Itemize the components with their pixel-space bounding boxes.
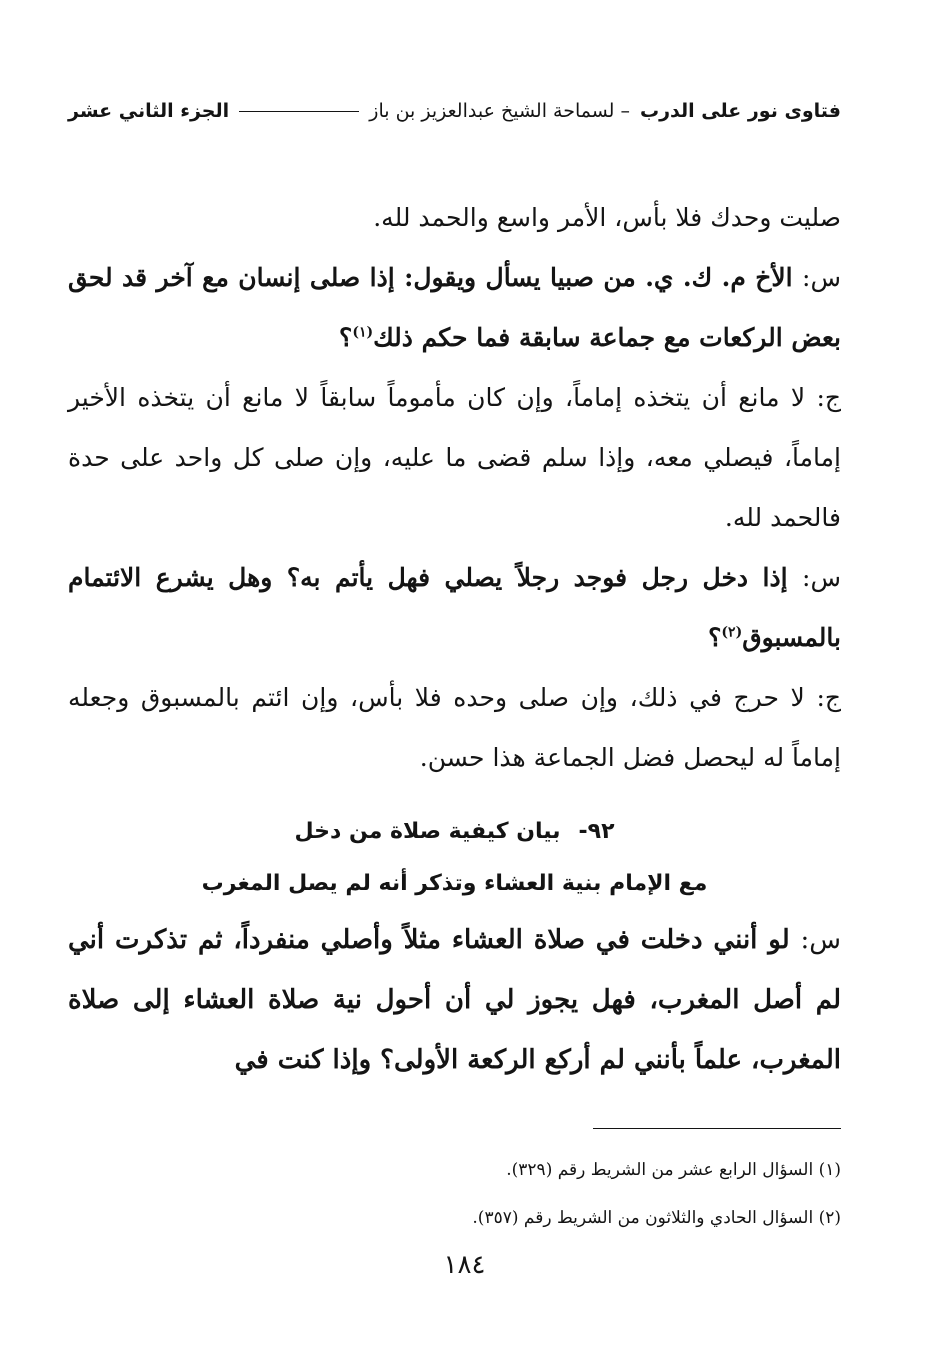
footnote-separator [593,1128,841,1129]
page-body [68,188,841,1090]
page-number: ١٨٤ [443,1250,486,1280]
question-3 [68,910,841,1090]
answer-label: ج: [816,683,841,712]
footnote-1: (١) السؤال الرابع عشر من الشريط رقم (٣٢٩). [506,1160,841,1180]
answer-1 [68,368,841,548]
section-title-2: مع الإمام بنية العشاء وتذكر أنه لم يصل المغرب [201,871,708,896]
book-title: فتاوى نور على الدرب [640,100,841,122]
question-mark: ؟ [708,623,722,652]
question-text: إذا دخل رجل فوجد رجلاً يصلي فهل يأتم به؟ وهل يشرع الائتمام بالمسبوق [68,563,841,652]
volume-label: الجزء الثاني عشر [68,100,230,122]
question-label: س: [802,563,841,592]
answer-2 [68,668,841,788]
question-text: الأخ م. ك. ي. من صبيا يسأل ويقول: إذا صلى إنسان مع آخر قد لحق بعض الركعات مع جماعة سابقة فما حكم ذلك [68,263,841,352]
header-rule [239,111,359,112]
section-heading-line-1 [68,806,841,858]
answer-text: لا حرج في ذلك، وإن صلى وحده فلا بأس، وإن ائتم بالمسبوق وجعله إماماً له ليحصل فضل الجماعة هذا حسن. [68,683,841,772]
running-header [68,100,841,122]
section-number: ٩٢- [578,819,615,844]
answer-label: ج: [816,383,842,412]
section-spacer [68,788,841,806]
question-label: س: [802,263,841,292]
footnotes [68,1146,841,1242]
question-1 [68,248,841,368]
question-text: لو أنني دخلت في صلاة العشاء مثلاً وأصلي منفرداً، ثم تذكرت أني لم أصل المغرب، فهل يجوز لي أن أحول نية صلاة العشاء إلى صلاة المغرب، علماً بأنني لم أركع الركعة الأولى؟ وإذا كنت في [68,925,841,1075]
answer-text: لا مانع أن يتخذه إماماً، وإن كان مأموماً سابقاً لا مانع أن يتخذه الأخير إماماً، فيصلي معه، وإذا سلم قضى ما عليه، وإن صلى كل واحد على حدة فالحمد لله. [68,383,841,532]
footnote-2: (٢) السؤال الحادي والثلاثون من الشريط رقم (٣٥٧). [472,1208,841,1228]
question-2 [68,548,841,668]
footnote-ref: (١) [352,324,374,341]
author-name: – لسماحة الشيخ عبدالعزيز بن باز [369,100,630,122]
footnote-ref: (٢) [721,624,743,641]
question-label: س: [800,925,841,955]
section-title-1: بيان كيفية صلاة من دخل [294,819,561,844]
question-mark: ؟ [339,323,353,352]
section-heading [68,806,841,910]
answer-continuation: صليت وحدك فلا بأس، الأمر واسع والحمد لله. [373,203,841,232]
